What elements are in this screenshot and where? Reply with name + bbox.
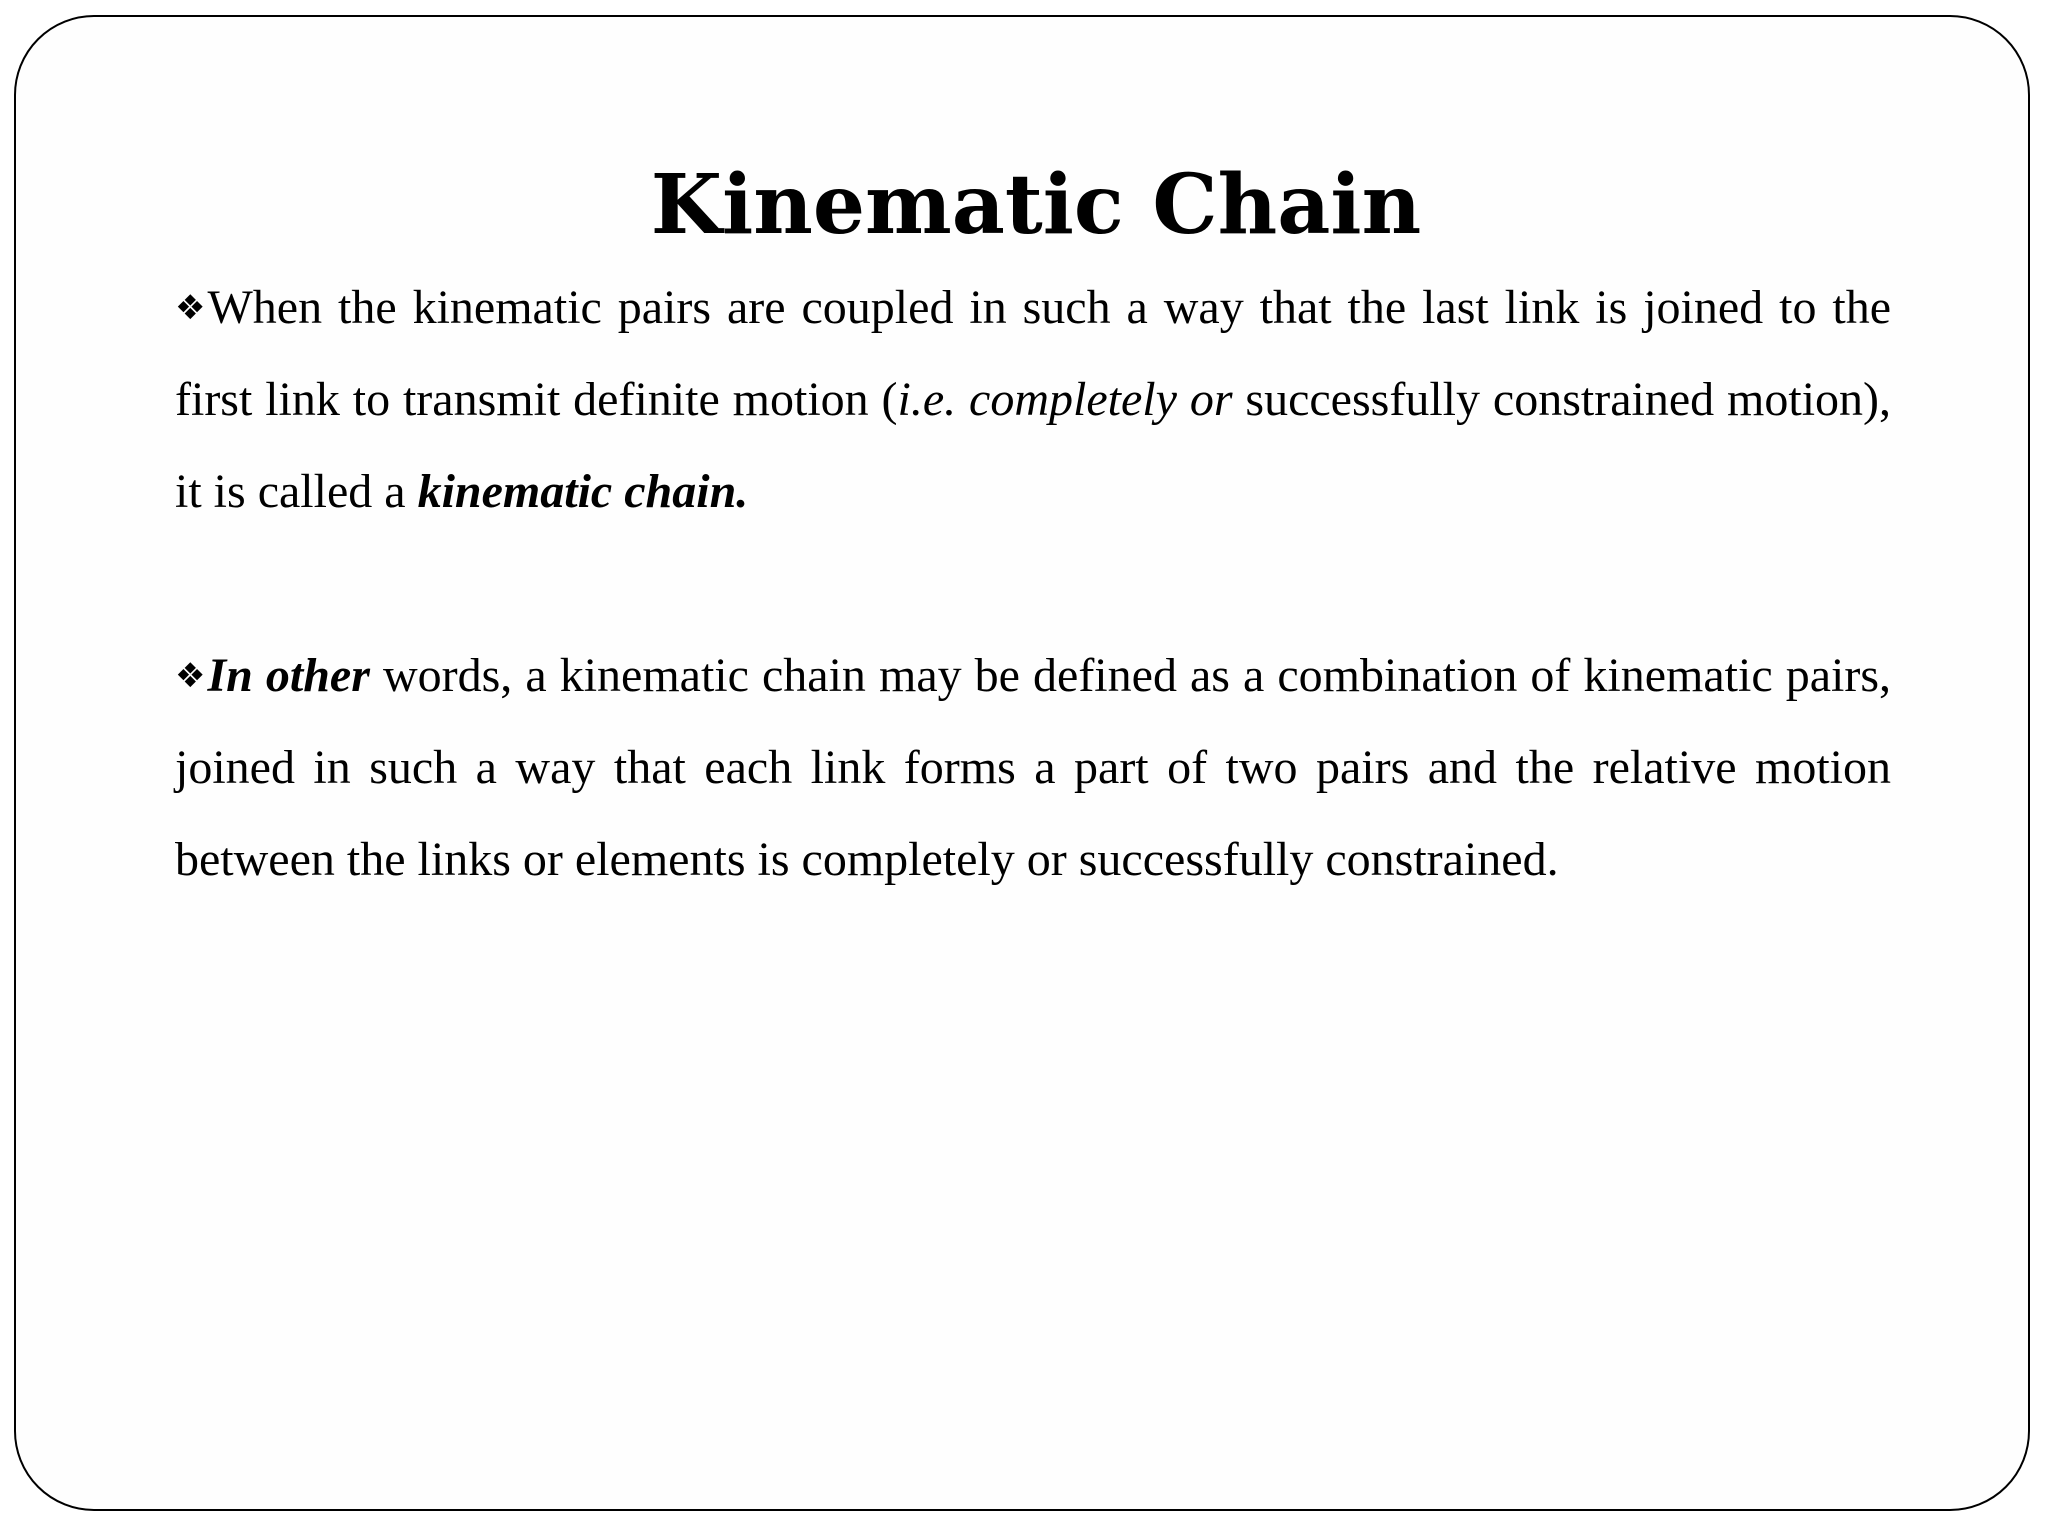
bullet-1-text-1: When the kinematic pairs are coupled in such a way that the last link is joined to the first link to transmit definite motion (: [175, 281, 1891, 426]
bullet-1-term-kinematic-chain: kinematic chain.: [417, 465, 749, 518]
bullet-1-italic-ie: i.e. completely or: [897, 373, 1233, 426]
bullet-paragraph-2: [175, 630, 1891, 906]
four-diamond-bullet-icon: ❖: [175, 288, 206, 328]
slide-title: Kinematic Chain: [650, 157, 1422, 253]
bullet-2-text-1: words, a kinematic chain may be defined as a combination of kinematic pairs, joined in such a way that each link forms a part of two pairs and the relative motion between the links or elements is completely or successfully constrained.: [175, 649, 1892, 886]
bullet-paragraph-1: [175, 262, 1891, 538]
four-diamond-bullet-icon: ❖: [175, 656, 206, 696]
slide-content: [175, 262, 1891, 906]
bullet-2-in-other: In other: [207, 649, 370, 702]
bullet-1-text-2: successfully constrained motion), it is called a: [175, 373, 1892, 518]
